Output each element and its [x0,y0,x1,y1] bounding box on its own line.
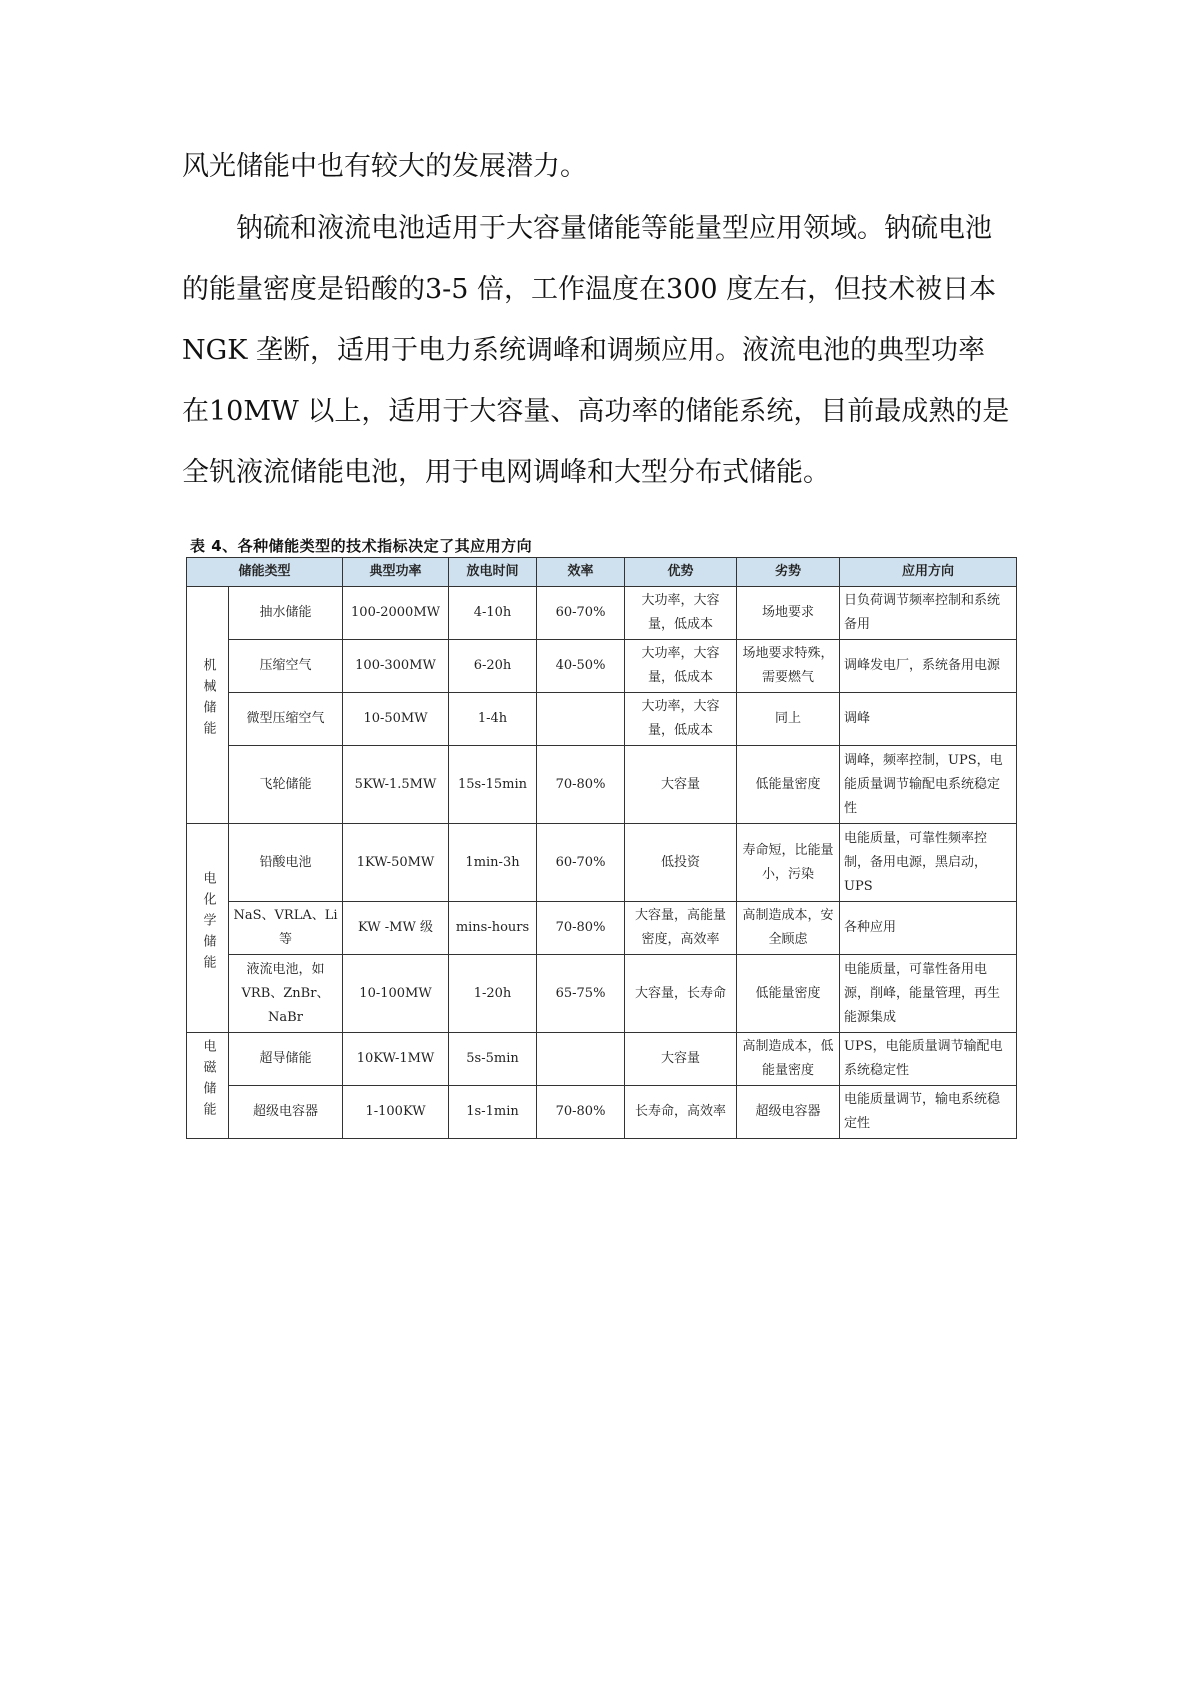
category-cell [187,587,229,824]
table-cell: 大功率，大容量，低成本 [625,587,737,640]
table-cell: 70-80% [537,1086,625,1139]
category-cell [187,824,229,1033]
table-row [187,902,1017,955]
table-cell [537,693,625,746]
table-cell: 4-10h [449,587,537,640]
table-cell: 1-4h [449,693,537,746]
table-row [187,1033,1017,1086]
table-header-row [187,558,1017,587]
table-cell: 长寿命，高效率 [625,1086,737,1139]
table-cell: 大容量 [625,746,737,824]
table-cell: 低能量密度 [737,955,840,1033]
table-cell: 60-70% [537,824,625,902]
table-cell: 65-75% [537,955,625,1033]
table-cell: 微型压缩空气 [229,693,343,746]
table-caption: 表 4、各种储能类型的技术指标决定了其应用方向 [190,537,533,555]
table-row [187,587,1017,640]
table-cell: 10-50MW [343,693,449,746]
table-cell: 场地要求 [737,587,840,640]
table-cell: 电能质量，可靠性频率控制，备用电源，黑启动，UPS [840,824,1017,902]
table-cell: 液流电池，如 VRB、ZnBr、NaBr [229,955,343,1033]
text-line: 在10MW 以上，适用于大容量、高功率的储能系统，目前最成熟的是 [182,396,1010,427]
table-cell: 6-20h [449,640,537,693]
header-cell: 储能类型 [187,558,343,587]
table-cell: 1s-1min [449,1086,537,1139]
table-cell: 大容量 [625,1033,737,1086]
table-cell: 铅酸电池 [229,824,343,902]
table-cell: 低能量密度 [737,746,840,824]
table-cell [537,1033,625,1086]
category-label: 电磁储能 [200,1038,216,1123]
table-cell: 压缩空气 [229,640,343,693]
category-label: 电化学储能 [200,870,216,976]
table-cell: 70-80% [537,902,625,955]
category-label: 机械储能 [200,658,216,742]
table-cell: 各种应用 [840,902,1017,955]
table-row [187,1086,1017,1139]
table-cell: 5s-5min [449,1033,537,1086]
table-cell: 电能质量调节，输电系统稳定性 [840,1086,1017,1139]
table-row [187,824,1017,902]
table-cell: 大容量，长寿命 [625,955,737,1033]
header-cell: 优势 [625,558,737,587]
table-cell: 1min-3h [449,824,537,902]
header-cell: 劣势 [737,558,840,587]
table-cell: 调峰发电厂，系统备用电源 [840,640,1017,693]
table-cell: 1-20h [449,955,537,1033]
table-cell: 场地要求特殊，需要燃气 [737,640,840,693]
table-cell: 超导储能 [229,1033,343,1086]
table-cell: 高制造成本，安全顾虑 [737,902,840,955]
header-cell: 效率 [537,558,625,587]
table-cell: 10-100MW [343,955,449,1033]
category-cell [187,1033,229,1139]
table-cell: 100-2000MW [343,587,449,640]
table-cell: 大容量，高能量密度，高效率 [625,902,737,955]
table-cell: 抽水储能 [229,587,343,640]
table-row [187,746,1017,824]
table-cell: 高制造成本，低能量密度 [737,1033,840,1086]
text-line: 全钒液流储能电池，用于电网调峰和大型分布式储能。 [182,457,830,488]
table-cell: 电能质量，可靠性备用电源，削峰，能量管理，再生能源集成 [840,955,1017,1033]
table-cell: 调峰，频率控制，UPS，电能质量调节输配电系统稳定性 [840,746,1017,824]
table-cell: 5KW-1.5MW [343,746,449,824]
paragraph-battery-applications [182,198,1012,503]
table-cell: 同上 [737,693,840,746]
header-cell: 应用方向 [840,558,1017,587]
table-cell: 超级电容器 [737,1086,840,1139]
table-cell: 10KW-1MW [343,1033,449,1086]
text-line: 的能量密度是铅酸的3-5 倍，工作温度在300 度左右，但技术被日本 [182,274,997,305]
text-line: 钠硫和液流电池适用于大容量储能等能量型应用领域。钠硫电池 [236,213,992,244]
table-cell: 寿命短，比能量小，污染 [737,824,840,902]
table-cell: 大功率，大容量，低成本 [625,640,737,693]
table-cell: 超级电容器 [229,1086,343,1139]
table-cell: mins-hours [449,902,537,955]
table-cell: UPS，电能质量调节输配电系统稳定性 [840,1033,1017,1086]
text-line: 风光储能中也有较大的发展潜力。 [182,151,587,182]
table-cell: 飞轮储能 [229,746,343,824]
header-cell: 典型功率 [343,558,449,587]
paragraph-continuation [182,136,1012,197]
table-cell: 1-100KW [343,1086,449,1139]
table-cell: 日负荷调节频率控制和系统备用 [840,587,1017,640]
table-cell: 40-50% [537,640,625,693]
table-cell: 60-70% [537,587,625,640]
table-row [187,693,1017,746]
header-cell: 放电时间 [449,558,537,587]
table-cell: 15s-15min [449,746,537,824]
table-cell: 大功率，大容量，低成本 [625,693,737,746]
energy-storage-table [186,557,1017,1139]
table-cell: 1KW-50MW [343,824,449,902]
table-cell: 调峰 [840,693,1017,746]
table-cell: 70-80% [537,746,625,824]
table-row [187,955,1017,1033]
table-cell: 100-300MW [343,640,449,693]
table-cell: NaS、VRLA、Li 等 [229,902,343,955]
table-cell: KW -MW 级 [343,902,449,955]
table-row [187,640,1017,693]
text-line: NGK 垄断，适用于电力系统调峰和调频应用。液流电池的典型功率 [182,335,985,366]
table-cell: 低投资 [625,824,737,902]
